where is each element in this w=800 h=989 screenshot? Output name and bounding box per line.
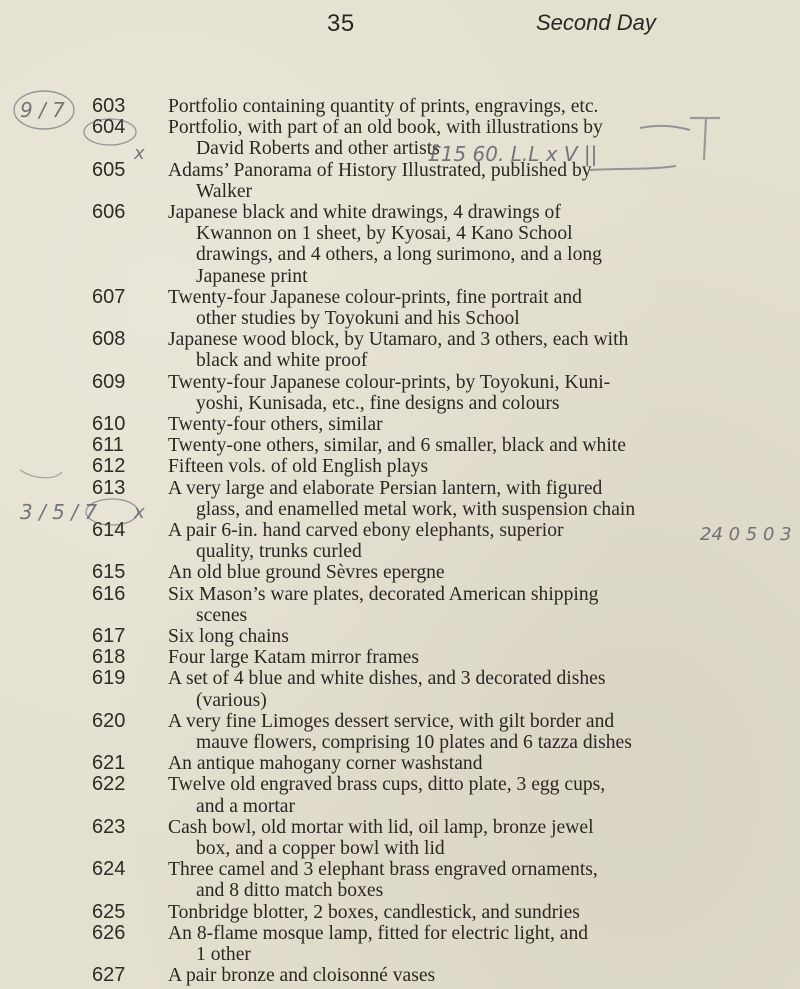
lot-description: Cash bowl, old mortar with lid, oil lamp, bronze jewel [168, 816, 594, 838]
lot-description: Twenty-four Japanese colour-prints, by Toyokuni, Kuni- [168, 371, 611, 393]
circle-mark-613 [86, 499, 138, 525]
lot-description: Japanese wood block, by Utamaro, and 3 others, each with [168, 329, 629, 351]
lot-number: 620 [92, 709, 126, 732]
lot-number: 606 [92, 201, 126, 223]
lot-description: A pair bronze and cloisonné vases [168, 965, 436, 987]
lot-description: A very large and elaborate Persian lantern, with figured [168, 477, 603, 499]
lot-number: 619 [92, 667, 126, 690]
lot-description: Portfolio containing quantity of prints, engravings, etc. [168, 96, 599, 117]
lot-description: Four large Katam mirror frames [168, 647, 420, 669]
lot-description: A set of 4 blue and white dishes, and 3 decorated dishes [168, 668, 606, 690]
lot-number: 607 [92, 285, 126, 308]
lot-number: 608 [92, 328, 126, 351]
lot-description-continued: mauve flowers, comprising 10 plates and 6 tazza dishes [196, 732, 632, 753]
pencil-margin-603: 9 / 7 [20, 98, 65, 122]
lot-number: 624 [92, 858, 126, 881]
lot-description: Twenty-one others, similar, and 6 smaller, black and white [168, 435, 626, 457]
lot-description: Portfolio, with part of an old book, with illustrations by [168, 117, 603, 139]
lot-number: 627 [92, 964, 126, 987]
lot-description-continued: black and white proof [196, 350, 368, 372]
lot-description-continued: yoshi, Kunisada, etc., fine designs and colours [196, 392, 560, 414]
lot-description-continued: and a mortar [196, 795, 296, 817]
circle-mark-604 [84, 119, 136, 145]
lot-description-continued: quality, trunks curled [196, 541, 362, 563]
pencil-note-604: £15 60. L.L x V || [428, 142, 598, 166]
pencil-tick-613: x [134, 502, 145, 523]
lot-description-continued: and 8 ditto match boxes [196, 880, 384, 902]
lot-number: 623 [92, 815, 126, 838]
lot-description: Six Mason’s ware plates, decorated American shipping [168, 583, 599, 605]
lot-number: 616 [92, 582, 126, 605]
lot-number: 610 [92, 413, 126, 435]
lot-description: Three camel and 3 elephant brass engraved ornaments, [168, 859, 598, 881]
lot-number: 615 [92, 561, 126, 584]
lot-description-continued: Kwannon on 1 sheet, by Kyosai, 4 Kano School [196, 223, 573, 245]
lot-description: An 8-flame mosque lamp, fitted for electric light, and [168, 922, 589, 944]
lot-number: 611 [92, 434, 124, 457]
lot-description-continued: (various) [196, 689, 267, 711]
lot-description: Fifteen vols. of old English plays [168, 456, 429, 478]
lot-number: 604 [92, 116, 126, 139]
lot-description: Twenty-four others, similar [168, 414, 383, 435]
lot-description: Tonbridge blotter, 2 boxes, candlestick, and sundries [168, 901, 580, 923]
lot-description-continued: David Roberts and other artists [196, 138, 440, 160]
lot-number: 622 [92, 773, 126, 796]
lot-description: Adams’ Panorama of History Illustrated, published by [168, 159, 592, 181]
lot-description-continued: Japanese print [196, 265, 308, 287]
lot-description-continued: scenes [196, 604, 248, 626]
lot-description: A very fine Limoges dessert service, with gilt border and [168, 710, 615, 732]
lot-number: 603 [92, 95, 126, 117]
lot-number: 625 [92, 900, 126, 923]
lot-description-continued: Walker [196, 180, 253, 202]
lot-description: An antique mahogany corner washstand [168, 753, 483, 775]
pencil-tick-604: x [134, 143, 145, 164]
lot-description-continued: box, and a copper bowl with lid [196, 838, 445, 859]
lot-description-continued: other studies by Toyokuni and his School [196, 308, 520, 329]
lot-number: 609 [92, 370, 126, 393]
day-label: Second Day [536, 10, 656, 35]
lot-number: 621 [92, 752, 126, 775]
lot-description-continued: 1 other [196, 944, 251, 965]
lot-number: 618 [92, 646, 126, 669]
pencil-margin-613: 3 / 5 / 7 [20, 500, 98, 524]
page-number: 35 [327, 10, 355, 37]
pencil-stroke-3 [20, 470, 62, 478]
pencil-stroke-T [690, 118, 720, 160]
lot-description: Japanese black and white drawings, 4 drawings of [168, 202, 561, 223]
lot-number: 626 [92, 921, 126, 944]
lot-number: 613 [92, 476, 126, 499]
lot-number: 612 [92, 455, 126, 478]
lot-number: 617 [92, 625, 126, 647]
pencil-stroke-2 [590, 166, 676, 170]
pencil-note-613: 24 0 5 0 3 [700, 524, 792, 545]
lot-description: An old blue ground Sèvres epergne [168, 562, 445, 584]
lot-description-continued: glass, and enamelled metal work, with suspension chain [196, 498, 636, 520]
lot-number: 614 [92, 519, 126, 541]
pencil-stroke-1 [640, 126, 690, 130]
lot-description: Twelve old engraved brass cups, ditto plate, 3 egg cups, [168, 774, 606, 796]
lot-description: A pair 6-in. hand carved ebony elephants, superior [168, 520, 564, 541]
circle-mark-603 [14, 91, 74, 129]
lot-description-continued: drawings, and 4 others, a long surimono, and a long [196, 244, 602, 266]
lot-description: Six long chains [168, 626, 289, 647]
lot-description: Twenty-four Japanese colour-prints, fine portrait and [168, 286, 582, 308]
lot-number: 605 [92, 158, 126, 181]
